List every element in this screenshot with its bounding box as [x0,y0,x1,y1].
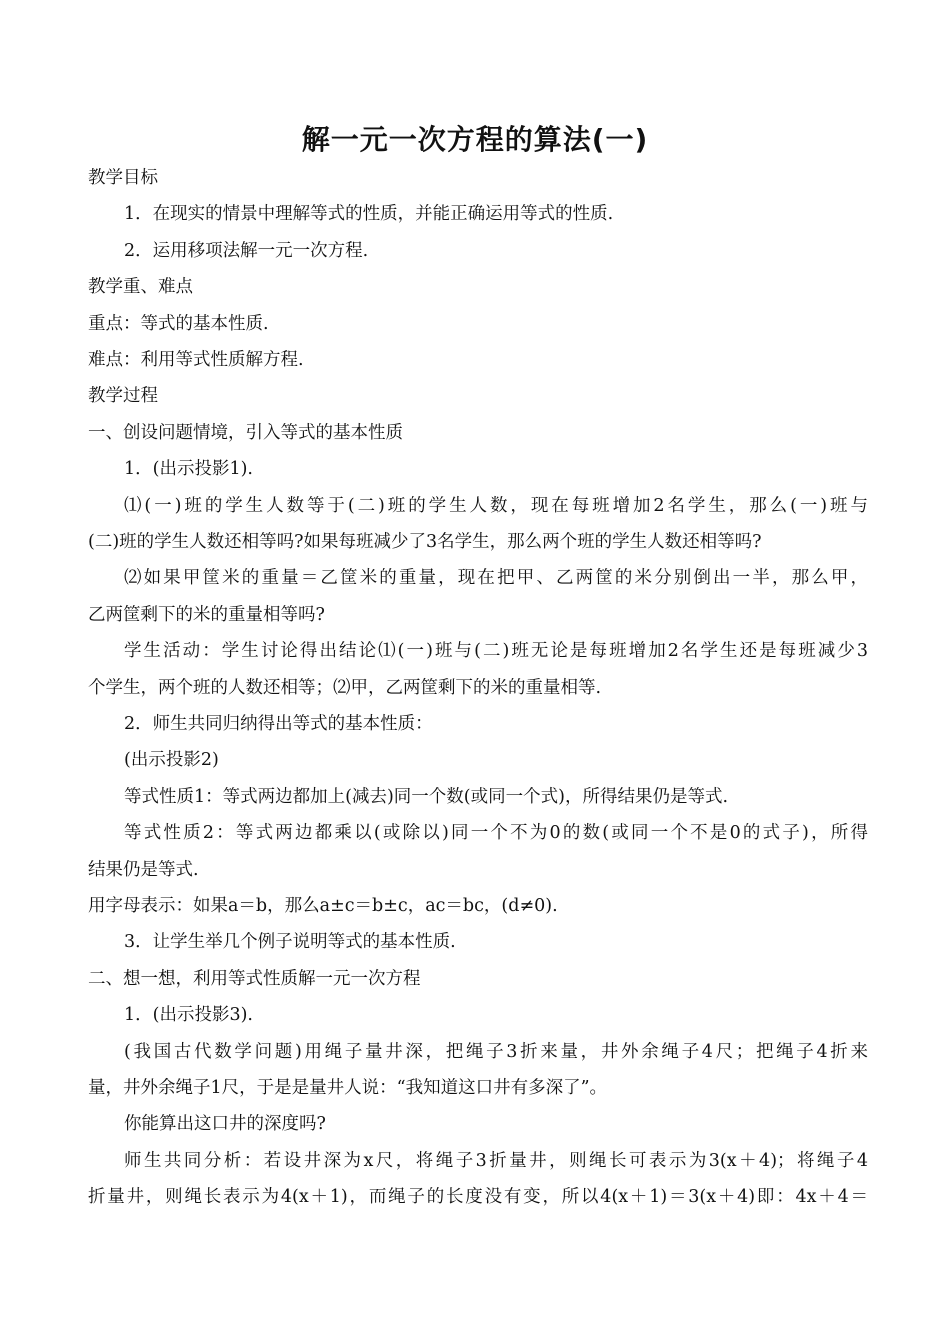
paragraph-line: ⑵如果甲筐米的重量＝乙筐米的重量，现在把甲、乙两筐的米分别倒出一半，那么甲， [124,568,868,588]
paragraph-line: 用字母表示：如果a＝b，那么a±c＝b±c，ac＝bc，(d≠0). [88,896,558,916]
section-heading-key-points: 教学重、难点 [88,277,193,297]
paragraph-line: 学生活动：学生讨论得出结论⑴(一)班与(二)班无论是每班增加2名学生还是每班减少3 [124,641,868,661]
paragraph-line: (二)班的学生人数还相等吗?如果每班减少了3名学生，那么两个班的学生人数还相等吗? [88,532,762,552]
paragraph-line: 乙两筐剩下的米的重量相等吗? [88,605,325,625]
objective-item-1: 1．在现实的情景中理解等式的性质，并能正确运用等式的性质. [124,204,614,224]
paragraph-line: 折量井，则绳长表示为4(x＋1)，而绳子的长度没有变，所以4(x＋1)＝3(x＋4)即：4x＋4＝ [88,1187,868,1207]
paragraph-line: 等式性质2：等式两边都乘以(或除以)同一个不为0的数(或同一个不是0的式子)，所得 [124,823,868,843]
paragraph-line: (我国古代数学问题)用绳子量井深，把绳子3折来量，井外余绳子4尺；把绳子4折来 [124,1042,868,1062]
subsection-heading-2: 二、想一想，利用等式性质解一元一次方程 [88,969,421,989]
paragraph-line: 1．(出示投影3). [124,1005,253,1025]
objective-item-2: 2．运用移项法解一元一次方程. [124,241,369,261]
document-title: 解一元一次方程的算法(一) [301,123,649,156]
paragraph-line: 3．让学生举几个例子说明等式的基本性质. [124,932,456,952]
subsection-heading-1: 一、创设问题情境，引入等式的基本性质 [88,423,403,443]
paragraph-line: 师生共同分析：若设井深为x尺，将绳子3折量井，则绳长可表示为3(x＋4)；将绳子4 [124,1151,868,1171]
paragraph-line: 1．(出示投影1). [124,459,253,479]
paragraph-line: (出示投影2) [124,750,219,770]
difficult-point-text: 难点：利用等式性质解方程. [88,350,304,370]
paragraph-line: ⑴(一)班的学生人数等于(二)班的学生人数，现在每班增加2名学生，那么(一)班与 [124,496,868,516]
paragraph-line: 结果仍是等式. [88,860,199,880]
paragraph-line: 量，井外余绳子1尺，于是是量井人说：“我知道这口井有多深了”。 [88,1078,608,1098]
paragraph-line: 2．师生共同归纳得出等式的基本性质： [124,714,433,734]
paragraph-line: 你能算出这口井的深度吗? [124,1114,326,1134]
key-point-text: 重点：等式的基本性质. [88,314,269,334]
paragraph-line: 等式性质1：等式两边都加上(减去)同一个数(或同一个式)，所得结果仍是等式. [124,787,729,807]
section-heading-objectives: 教学目标 [88,168,158,188]
section-heading-process: 教学过程 [88,386,158,406]
paragraph-line: 个学生，两个班的人数还相等；⑵甲，乙两筐剩下的米的重量相等. [88,678,602,698]
